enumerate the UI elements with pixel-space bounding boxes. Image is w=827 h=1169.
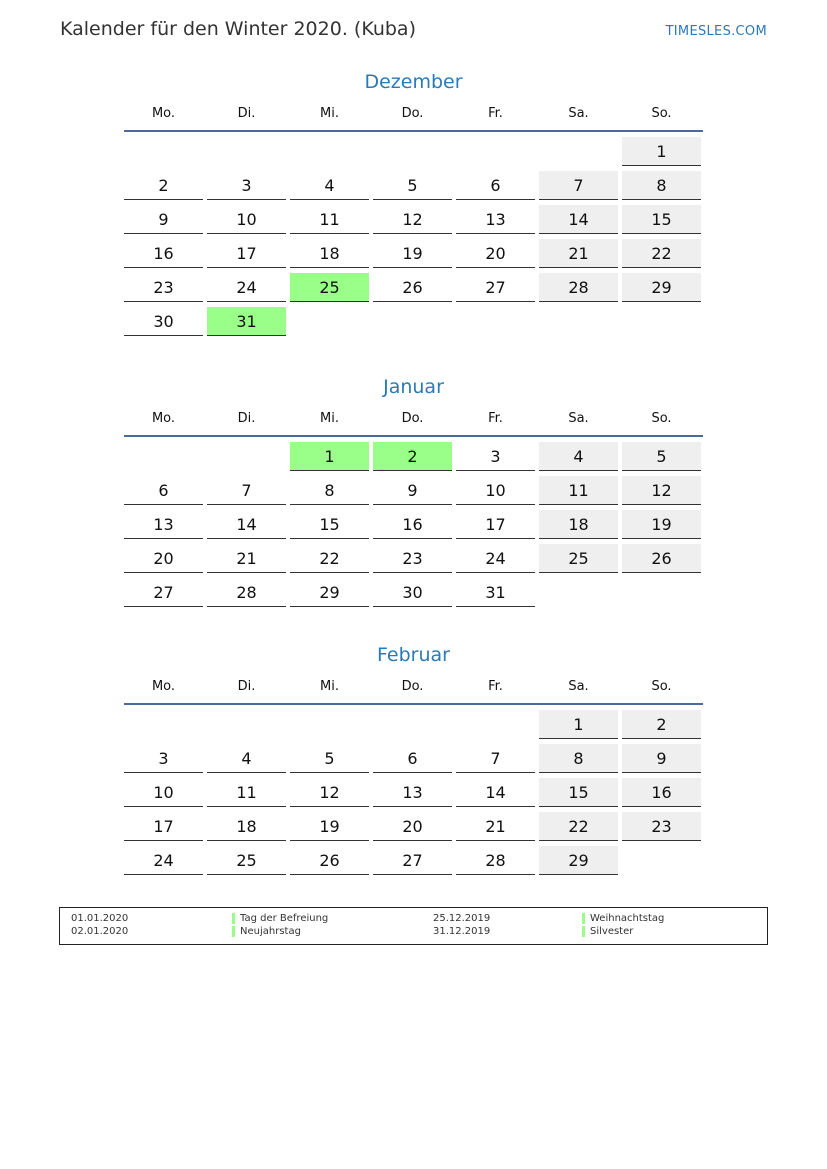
weekday-label: Do. bbox=[401, 411, 424, 426]
day-cell: 14 bbox=[456, 778, 535, 807]
weekday-label: So. bbox=[651, 106, 672, 121]
legend-holiday-name: Silvester bbox=[590, 926, 634, 937]
day-cell: 30 bbox=[373, 578, 452, 607]
empty-cell bbox=[124, 710, 203, 739]
day-cell: 20 bbox=[456, 239, 535, 268]
day-cell: 21 bbox=[456, 812, 535, 841]
day-cell: 9 bbox=[622, 744, 701, 773]
day-cell: 10 bbox=[456, 476, 535, 505]
day-cell: 26 bbox=[373, 273, 452, 302]
day-cell: 14 bbox=[207, 510, 286, 539]
day-cell: 19 bbox=[373, 239, 452, 268]
day-cell: 11 bbox=[207, 778, 286, 807]
month-name: Dezember bbox=[364, 71, 463, 93]
weekday-label: Sa. bbox=[568, 106, 589, 121]
day-cell: 15 bbox=[622, 205, 701, 234]
day-cell: 1 bbox=[622, 137, 701, 166]
day-cell: 30 bbox=[124, 307, 203, 336]
weekday-label: So. bbox=[651, 679, 672, 694]
holiday-day-cell: 31 bbox=[207, 307, 286, 336]
day-cell: 23 bbox=[373, 544, 452, 573]
weekday-label: Fr. bbox=[488, 106, 503, 121]
legend-date: 02.01.2020 bbox=[71, 926, 129, 937]
weekday-label: Mo. bbox=[151, 679, 176, 694]
month-calendar bbox=[124, 641, 703, 875]
day-cell: 5 bbox=[622, 442, 701, 471]
day-cell: 6 bbox=[124, 476, 203, 505]
day-cell: 22 bbox=[622, 239, 701, 268]
empty-cell bbox=[124, 137, 203, 166]
day-cell: 16 bbox=[622, 778, 701, 807]
weekday-label: Di. bbox=[237, 679, 256, 694]
day-cell: 7 bbox=[456, 744, 535, 773]
day-grid bbox=[124, 710, 703, 875]
day-cell: 13 bbox=[456, 205, 535, 234]
day-cell: 9 bbox=[373, 476, 452, 505]
day-cell: 12 bbox=[622, 476, 701, 505]
day-cell: 23 bbox=[124, 273, 203, 302]
day-cell: 15 bbox=[539, 778, 618, 807]
day-cell: 3 bbox=[456, 442, 535, 471]
day-cell: 28 bbox=[456, 846, 535, 875]
day-cell: 2 bbox=[124, 171, 203, 200]
day-cell: 7 bbox=[539, 171, 618, 200]
empty-cell bbox=[207, 710, 286, 739]
legend-date: 31.12.2019 bbox=[433, 926, 491, 937]
empty-cell bbox=[539, 137, 618, 166]
day-cell: 20 bbox=[373, 812, 452, 841]
day-cell: 15 bbox=[290, 510, 369, 539]
day-cell: 19 bbox=[622, 510, 701, 539]
weekday-header bbox=[124, 408, 703, 437]
day-cell: 29 bbox=[539, 846, 618, 875]
empty-cell bbox=[373, 710, 452, 739]
day-cell: 1 bbox=[539, 710, 618, 739]
weekday-header bbox=[124, 103, 703, 132]
brand-link[interactable]: TIMESLES.COM bbox=[665, 24, 767, 39]
day-cell: 29 bbox=[290, 578, 369, 607]
day-cell: 14 bbox=[539, 205, 618, 234]
holiday-marker bbox=[232, 913, 235, 924]
month-name: Februar bbox=[377, 644, 450, 666]
day-cell: 20 bbox=[124, 544, 203, 573]
day-cell: 8 bbox=[290, 476, 369, 505]
day-cell: 31 bbox=[456, 578, 535, 607]
day-cell: 25 bbox=[207, 846, 286, 875]
day-cell: 22 bbox=[539, 812, 618, 841]
day-cell: 23 bbox=[622, 812, 701, 841]
legend-date: 01.01.2020 bbox=[71, 913, 129, 924]
day-cell: 22 bbox=[290, 544, 369, 573]
month-name: Januar bbox=[383, 376, 444, 398]
weekday-label: Fr. bbox=[488, 679, 503, 694]
weekday-label: Mo. bbox=[151, 411, 176, 426]
holiday-legend bbox=[59, 907, 768, 945]
day-cell: 9 bbox=[124, 205, 203, 234]
holiday-marker bbox=[232, 926, 235, 937]
day-cell: 12 bbox=[373, 205, 452, 234]
weekday-label: Fr. bbox=[488, 411, 503, 426]
day-cell: 17 bbox=[124, 812, 203, 841]
day-cell: 8 bbox=[622, 171, 701, 200]
weekday-label: Do. bbox=[401, 679, 424, 694]
day-cell: 24 bbox=[124, 846, 203, 875]
day-cell: 16 bbox=[124, 239, 203, 268]
day-cell: 13 bbox=[124, 510, 203, 539]
day-grid bbox=[124, 137, 703, 336]
day-cell: 6 bbox=[456, 171, 535, 200]
day-cell: 13 bbox=[373, 778, 452, 807]
day-cell: 12 bbox=[290, 778, 369, 807]
empty-cell bbox=[373, 137, 452, 166]
day-cell: 8 bbox=[539, 744, 618, 773]
day-cell: 11 bbox=[539, 476, 618, 505]
month-calendar bbox=[124, 68, 703, 336]
day-cell: 4 bbox=[539, 442, 618, 471]
day-cell: 10 bbox=[124, 778, 203, 807]
holiday-day-cell: 25 bbox=[290, 273, 369, 302]
empty-cell bbox=[207, 442, 286, 471]
day-cell: 17 bbox=[207, 239, 286, 268]
holiday-marker bbox=[582, 926, 585, 937]
day-cell: 7 bbox=[207, 476, 286, 505]
day-cell: 21 bbox=[207, 544, 286, 573]
weekday-label: Sa. bbox=[568, 679, 589, 694]
holiday-marker bbox=[582, 913, 585, 924]
legend-date: 25.12.2019 bbox=[433, 913, 491, 924]
weekday-label: Do. bbox=[401, 106, 424, 121]
day-cell: 28 bbox=[539, 273, 618, 302]
day-cell: 29 bbox=[622, 273, 701, 302]
day-cell: 3 bbox=[207, 171, 286, 200]
day-cell: 28 bbox=[207, 578, 286, 607]
day-cell: 5 bbox=[373, 171, 452, 200]
day-cell: 4 bbox=[207, 744, 286, 773]
weekday-label: Di. bbox=[237, 106, 256, 121]
empty-cell bbox=[124, 442, 203, 471]
day-cell: 16 bbox=[373, 510, 452, 539]
day-cell: 27 bbox=[124, 578, 203, 607]
day-cell: 27 bbox=[373, 846, 452, 875]
day-cell: 21 bbox=[539, 239, 618, 268]
day-cell: 3 bbox=[124, 744, 203, 773]
day-cell: 2 bbox=[622, 710, 701, 739]
weekday-label: Sa. bbox=[568, 411, 589, 426]
day-cell: 24 bbox=[456, 544, 535, 573]
weekday-header bbox=[124, 676, 703, 705]
day-cell: 27 bbox=[456, 273, 535, 302]
weekday-label: So. bbox=[651, 411, 672, 426]
weekday-label: Mo. bbox=[151, 106, 176, 121]
day-cell: 5 bbox=[290, 744, 369, 773]
day-cell: 24 bbox=[207, 273, 286, 302]
day-grid bbox=[124, 442, 703, 607]
empty-cell bbox=[456, 137, 535, 166]
day-cell: 18 bbox=[290, 239, 369, 268]
weekday-label: Mi. bbox=[320, 679, 339, 694]
holiday-day-cell: 1 bbox=[290, 442, 369, 471]
day-cell: 26 bbox=[622, 544, 701, 573]
day-cell: 4 bbox=[290, 171, 369, 200]
day-cell: 17 bbox=[456, 510, 535, 539]
legend-holiday-name: Neujahrstag bbox=[240, 926, 301, 937]
day-cell: 25 bbox=[539, 544, 618, 573]
empty-cell bbox=[290, 710, 369, 739]
empty-cell bbox=[290, 137, 369, 166]
day-cell: 11 bbox=[290, 205, 369, 234]
day-cell: 18 bbox=[539, 510, 618, 539]
day-cell: 19 bbox=[290, 812, 369, 841]
day-cell: 18 bbox=[207, 812, 286, 841]
weekday-label: Di. bbox=[237, 411, 256, 426]
legend-holiday-name: Tag der Befreiung bbox=[240, 913, 329, 924]
legend-holiday-name: Weihnachtstag bbox=[590, 913, 665, 924]
day-cell: 26 bbox=[290, 846, 369, 875]
day-cell: 10 bbox=[207, 205, 286, 234]
day-cell: 6 bbox=[373, 744, 452, 773]
weekday-label: Mi. bbox=[320, 411, 339, 426]
empty-cell bbox=[456, 710, 535, 739]
page-title: Kalender für den Winter 2020. (Kuba) bbox=[60, 18, 416, 40]
month-calendar bbox=[124, 373, 703, 607]
holiday-day-cell: 2 bbox=[373, 442, 452, 471]
empty-cell bbox=[207, 137, 286, 166]
weekday-label: Mi. bbox=[320, 106, 339, 121]
